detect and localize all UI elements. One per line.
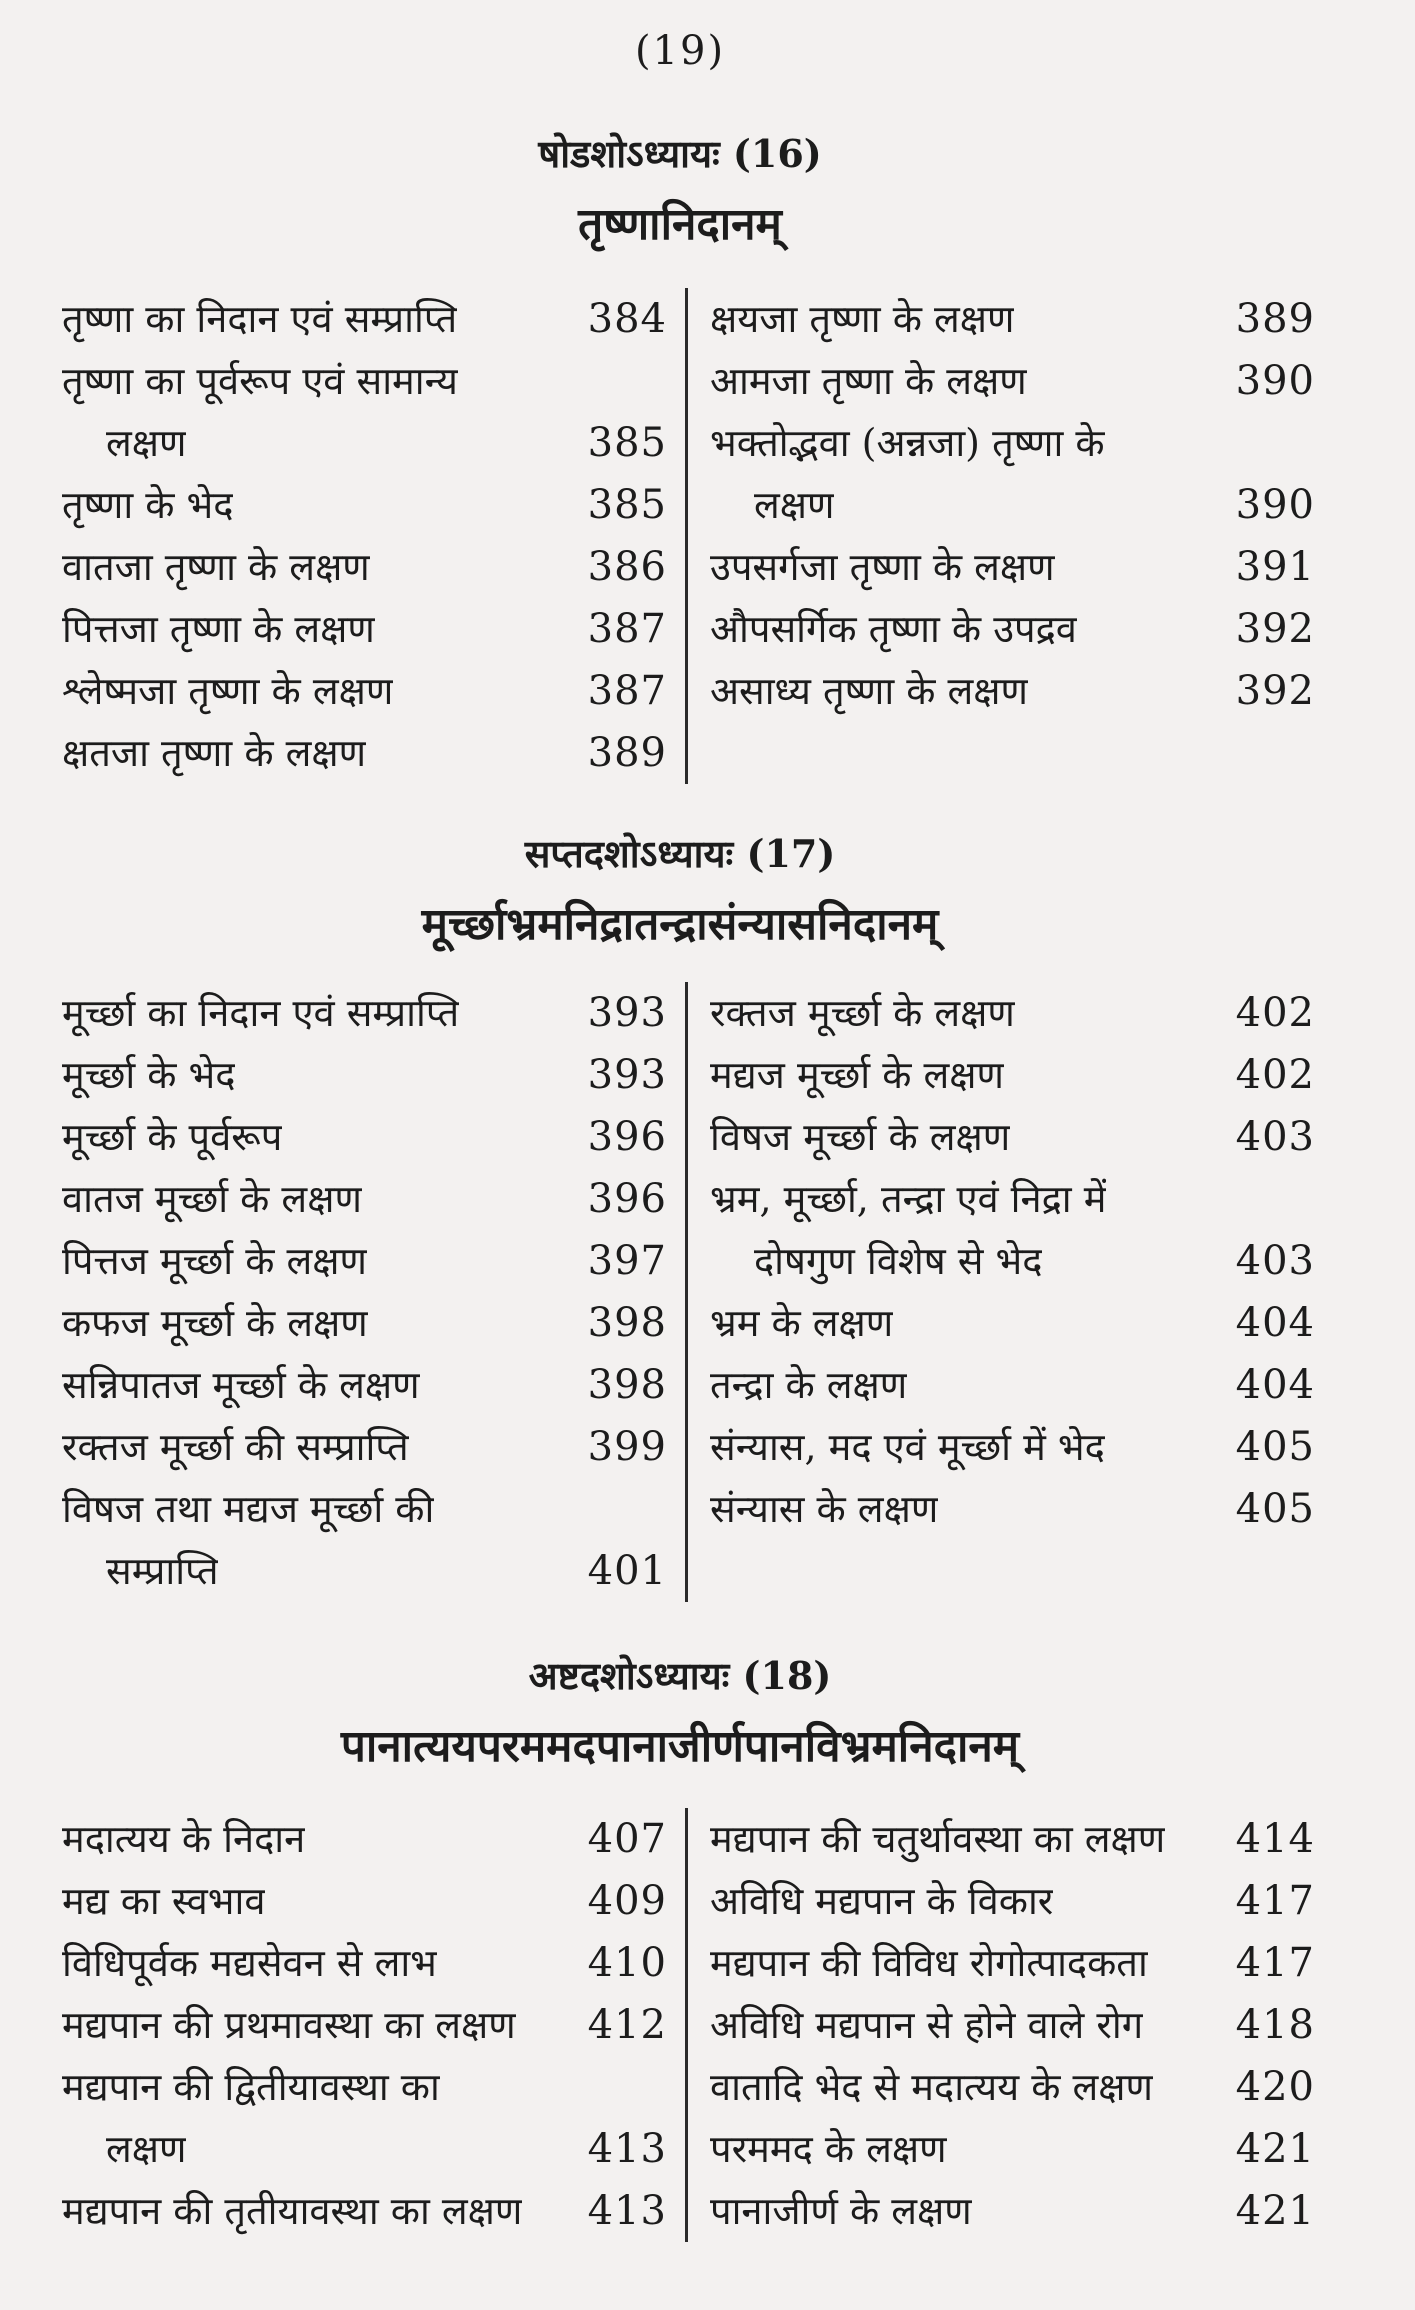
toc-entry — [710, 2180, 1315, 2242]
toc-entry — [710, 598, 1315, 660]
toc-entry — [62, 2118, 667, 2180]
toc-entry — [710, 1354, 1315, 1416]
toc-entry-title: असाध्य तृष्णा के लक्षण — [710, 669, 1029, 713]
toc-entry-title: सन्निपातज मूर्च्छा के लक्षण — [62, 1363, 420, 1407]
toc-entry-title: मदात्यय के निदान — [62, 1817, 306, 1861]
toc-entry — [62, 1168, 667, 1230]
toc-entry — [710, 2118, 1315, 2180]
toc-entry — [62, 350, 667, 412]
toc-entry — [710, 350, 1315, 412]
toc-entry — [62, 1808, 667, 1870]
toc-entry-page: 398 — [587, 1362, 667, 1408]
toc-entry-page: 414 — [1235, 1816, 1315, 1862]
toc-entry-title: लक्षण — [754, 483, 835, 527]
toc-entry-title: क्षयजा तृष्णा के लक्षण — [710, 297, 1015, 341]
toc-entry — [62, 474, 667, 536]
toc-entry — [710, 660, 1315, 722]
toc-entry-title: तन्द्रा के लक्षण — [710, 1363, 908, 1407]
toc-entry-title: वातजा तृष्णा के लक्षण — [62, 545, 370, 589]
toc-entry-page: 412 — [587, 2002, 667, 2048]
toc-left-column — [62, 982, 688, 1602]
toc-entry-title: दोषगुण विशेष से भेद — [754, 1239, 1043, 1283]
toc-entry-title: अविधि मद्यपान से होने वाले रोग — [710, 2003, 1144, 2047]
toc-entry-page: 413 — [587, 2126, 667, 2172]
toc-entry-page: 402 — [1235, 1052, 1315, 1098]
toc-entry — [62, 598, 667, 660]
toc-entry — [710, 1292, 1315, 1354]
toc-entry-page: 396 — [587, 1114, 667, 1160]
toc-entry-title: लक्षण — [106, 2127, 187, 2171]
toc-entry — [710, 982, 1315, 1044]
toc-entry-page: 405 — [1235, 1486, 1315, 1532]
toc-left-column — [62, 288, 688, 784]
toc-right-column — [688, 982, 1315, 1602]
toc-entry-title: रक्तज मूर्च्छा के लक्षण — [710, 991, 1015, 1035]
toc-entry — [710, 2056, 1315, 2118]
toc-entry — [710, 1044, 1315, 1106]
toc-entry — [710, 474, 1315, 536]
toc-entry — [62, 1416, 667, 1478]
chapter-heading: अष्टदशोऽध्यायः (18) — [528, 1653, 832, 1698]
toc-entry-page: 392 — [1235, 668, 1315, 714]
toc-entry-title: मद्यपान की चतुर्थावस्था का लक्षण — [710, 1817, 1166, 1861]
toc-entry-page: 405 — [1235, 1424, 1315, 1470]
toc-entry-page: 396 — [587, 1176, 667, 1222]
toc-right-column — [688, 1808, 1315, 2242]
toc-entry-page: 387 — [587, 606, 667, 652]
toc-entry — [62, 1932, 667, 1994]
toc-entry-title: भ्रम के लक्षण — [710, 1301, 894, 1345]
toc-entry — [62, 1540, 667, 1602]
toc-entry-title: तृष्णा का पूर्वरूप एवं सामान्य — [62, 359, 458, 403]
toc-entry-page: 420 — [1235, 2064, 1315, 2110]
toc-entry-page: 393 — [587, 1052, 667, 1098]
toc-entry-page: 404 — [1235, 1300, 1315, 1346]
toc-entry-title: मद्यपान की विविध रोगोत्पादकता — [710, 1941, 1148, 1985]
toc-entry — [62, 536, 667, 598]
chapter-subheading: तृष्णानिदानम् — [578, 199, 782, 250]
chapter-17 — [0, 828, 1415, 958]
toc-entry-title: मद्य का स्वभाव — [62, 1879, 266, 1923]
toc-left-column — [62, 1808, 688, 2242]
toc-entry-page: 385 — [587, 420, 667, 466]
toc-entry-title: आमजा तृष्णा के लक्षण — [710, 359, 1027, 403]
toc-entry-title: भक्तोद्भवा (अन्नजा) तृष्णा के — [710, 421, 1105, 465]
toc-entry-title: मद्यज मूर्च्छा के लक्षण — [710, 1053, 1004, 1097]
toc-entry — [710, 1230, 1315, 1292]
toc-entry — [710, 1808, 1315, 1870]
toc-entry-page: 399 — [587, 1424, 667, 1470]
toc-entry-page: 397 — [587, 1238, 667, 1284]
toc-entry-title: विषज मूर्च्छा के लक्षण — [710, 1115, 1011, 1159]
toc-right-column — [688, 288, 1315, 784]
toc-entry-page: 387 — [587, 668, 667, 714]
toc-entry-title: मूर्च्छा के भेद — [62, 1053, 236, 1097]
toc-entry-title: सम्प्राप्ति — [106, 1549, 219, 1593]
chapter-subheading: पानात्ययपरममदपानाजीर्णपानविभ्रमनिदानम् — [340, 1721, 1020, 1772]
page-number: (19) — [634, 28, 726, 74]
toc-entry-title: अविधि मद्यपान के विकार — [710, 1879, 1054, 1923]
toc-entry — [710, 412, 1315, 474]
toc-entry — [62, 1994, 667, 2056]
toc-entry-title: कफज मूर्च्छा के लक्षण — [62, 1301, 368, 1345]
toc-entry-title: संन्यास, मद एवं मूर्च्छा में भेद — [710, 1425, 1105, 1469]
toc-entry — [62, 1044, 667, 1106]
toc-entry-page: 393 — [587, 990, 667, 1036]
toc-entry-page: 402 — [1235, 990, 1315, 1036]
chapter-heading: सप्तदशोऽध्यायः (17) — [524, 831, 836, 876]
toc-entry-title: वातादि भेद से मदात्यय के लक्षण — [710, 2065, 1153, 2109]
toc-entry-page: 403 — [1235, 1114, 1315, 1160]
toc-entry — [62, 288, 667, 350]
toc-entry — [62, 2056, 667, 2118]
toc-entry — [710, 1416, 1315, 1478]
toc-entry — [62, 1478, 667, 1540]
toc-entry-page: 392 — [1235, 606, 1315, 652]
toc-entry-title: रक्तज मूर्च्छा की सम्प्राप्ति — [62, 1425, 409, 1469]
toc-entry-page: 418 — [1235, 2002, 1315, 2048]
toc-entry-title: क्षतजा तृष्णा के लक्षण — [62, 731, 367, 775]
toc-entry-title: संन्यास के लक्षण — [710, 1487, 939, 1531]
toc-entry-page: 390 — [1235, 358, 1315, 404]
toc-entry-title: पित्तजा तृष्णा के लक्षण — [62, 607, 375, 651]
toc-entry — [710, 1106, 1315, 1168]
toc-entry — [710, 288, 1315, 350]
chapter-heading: षोडशोऽध्यायः (16) — [538, 131, 822, 176]
toc-columns-16 — [62, 288, 1317, 784]
toc-entry-title: मद्यपान की तृतीयावस्था का लक्षण — [62, 2189, 523, 2233]
chapter-18 — [0, 1650, 1415, 1780]
toc-entry-page: 384 — [587, 296, 667, 342]
toc-entry-page: 401 — [587, 1548, 667, 1594]
toc-entry-page: 417 — [1235, 1878, 1315, 1924]
toc-entry-page: 417 — [1235, 1940, 1315, 1986]
toc-entry-page: 390 — [1235, 482, 1315, 528]
toc-entry-title: भ्रम, मूर्च्छा, तन्द्रा एवं निद्रा में — [710, 1177, 1107, 1221]
toc-entry — [62, 982, 667, 1044]
toc-entry-page: 404 — [1235, 1362, 1315, 1408]
toc-entry-page: 413 — [587, 2188, 667, 2234]
toc-entry — [62, 1292, 667, 1354]
toc-entry-title: उपसर्गजा तृष्णा के लक्षण — [710, 545, 1055, 589]
chapter-subheading: मूर्च्छाभ्रमनिद्रातन्द्रासंन्यासनिदानम् — [421, 899, 939, 950]
toc-entry — [710, 1994, 1315, 2056]
toc-entry — [710, 1478, 1315, 1540]
toc-entry — [710, 1932, 1315, 1994]
toc-entry — [710, 1168, 1315, 1230]
toc-entry-page: 421 — [1235, 2188, 1315, 2234]
toc-entry-title: विषज तथा मद्यज मूर्च्छा की — [62, 1487, 435, 1531]
toc-entry-page: 398 — [587, 1300, 667, 1346]
toc-entry — [62, 412, 667, 474]
toc-entry-title: परममद के लक्षण — [710, 2127, 947, 2171]
toc-entry-page: 403 — [1235, 1238, 1315, 1284]
toc-entry-title: वातज मूर्च्छा के लक्षण — [62, 1177, 362, 1221]
toc-entry — [62, 660, 667, 722]
toc-entry — [62, 1870, 667, 1932]
toc-columns-18 — [62, 1808, 1317, 2242]
toc-entry — [710, 536, 1315, 598]
toc-entry-title: मद्यपान की प्रथमावस्था का लक्षण — [62, 2003, 516, 2047]
toc-entry-title: मद्यपान की द्वितीयावस्था का — [62, 2065, 440, 2109]
toc-entry — [62, 1230, 667, 1292]
chapter-16 — [0, 128, 1415, 258]
toc-entry-title: पानाजीर्ण के लक्षण — [710, 2189, 972, 2233]
toc-entry-page: 410 — [587, 1940, 667, 1986]
toc-entry-page: 409 — [587, 1878, 667, 1924]
toc-entry — [62, 2180, 667, 2242]
toc-entry-page: 389 — [1235, 296, 1315, 342]
toc-entry-page: 421 — [1235, 2126, 1315, 2172]
toc-entry-title: लक्षण — [106, 421, 187, 465]
toc-entry-title: मूर्च्छा का निदान एवं सम्प्राप्ति — [62, 991, 460, 1035]
toc-entry — [710, 1870, 1315, 1932]
toc-entry-title: विधिपूर्वक मद्यसेवन से लाभ — [62, 1941, 437, 1985]
toc-entry-page: 386 — [587, 544, 667, 590]
toc-entry-title: तृष्णा के भेद — [62, 483, 234, 527]
toc-entry — [62, 1106, 667, 1168]
toc-entry — [62, 1354, 667, 1416]
toc-entry-title: श्लेष्मजा तृष्णा के लक्षण — [62, 669, 394, 713]
toc-entry-page: 389 — [587, 730, 667, 776]
toc-entry-page: 391 — [1235, 544, 1315, 590]
toc-columns-17 — [62, 982, 1317, 1602]
toc-entry-page: 407 — [587, 1816, 667, 1862]
toc-entry-page: 385 — [587, 482, 667, 528]
toc-entry-title: औपसर्गिक तृष्णा के उपद्रव — [710, 607, 1077, 651]
toc-entry-title: पित्तज मूर्च्छा के लक्षण — [62, 1239, 367, 1283]
toc-entry-title: मूर्च्छा के पूर्वरूप — [62, 1115, 283, 1159]
toc-entry-title: तृष्णा का निदान एवं सम्प्राप्ति — [62, 297, 458, 341]
toc-entry — [62, 722, 667, 784]
